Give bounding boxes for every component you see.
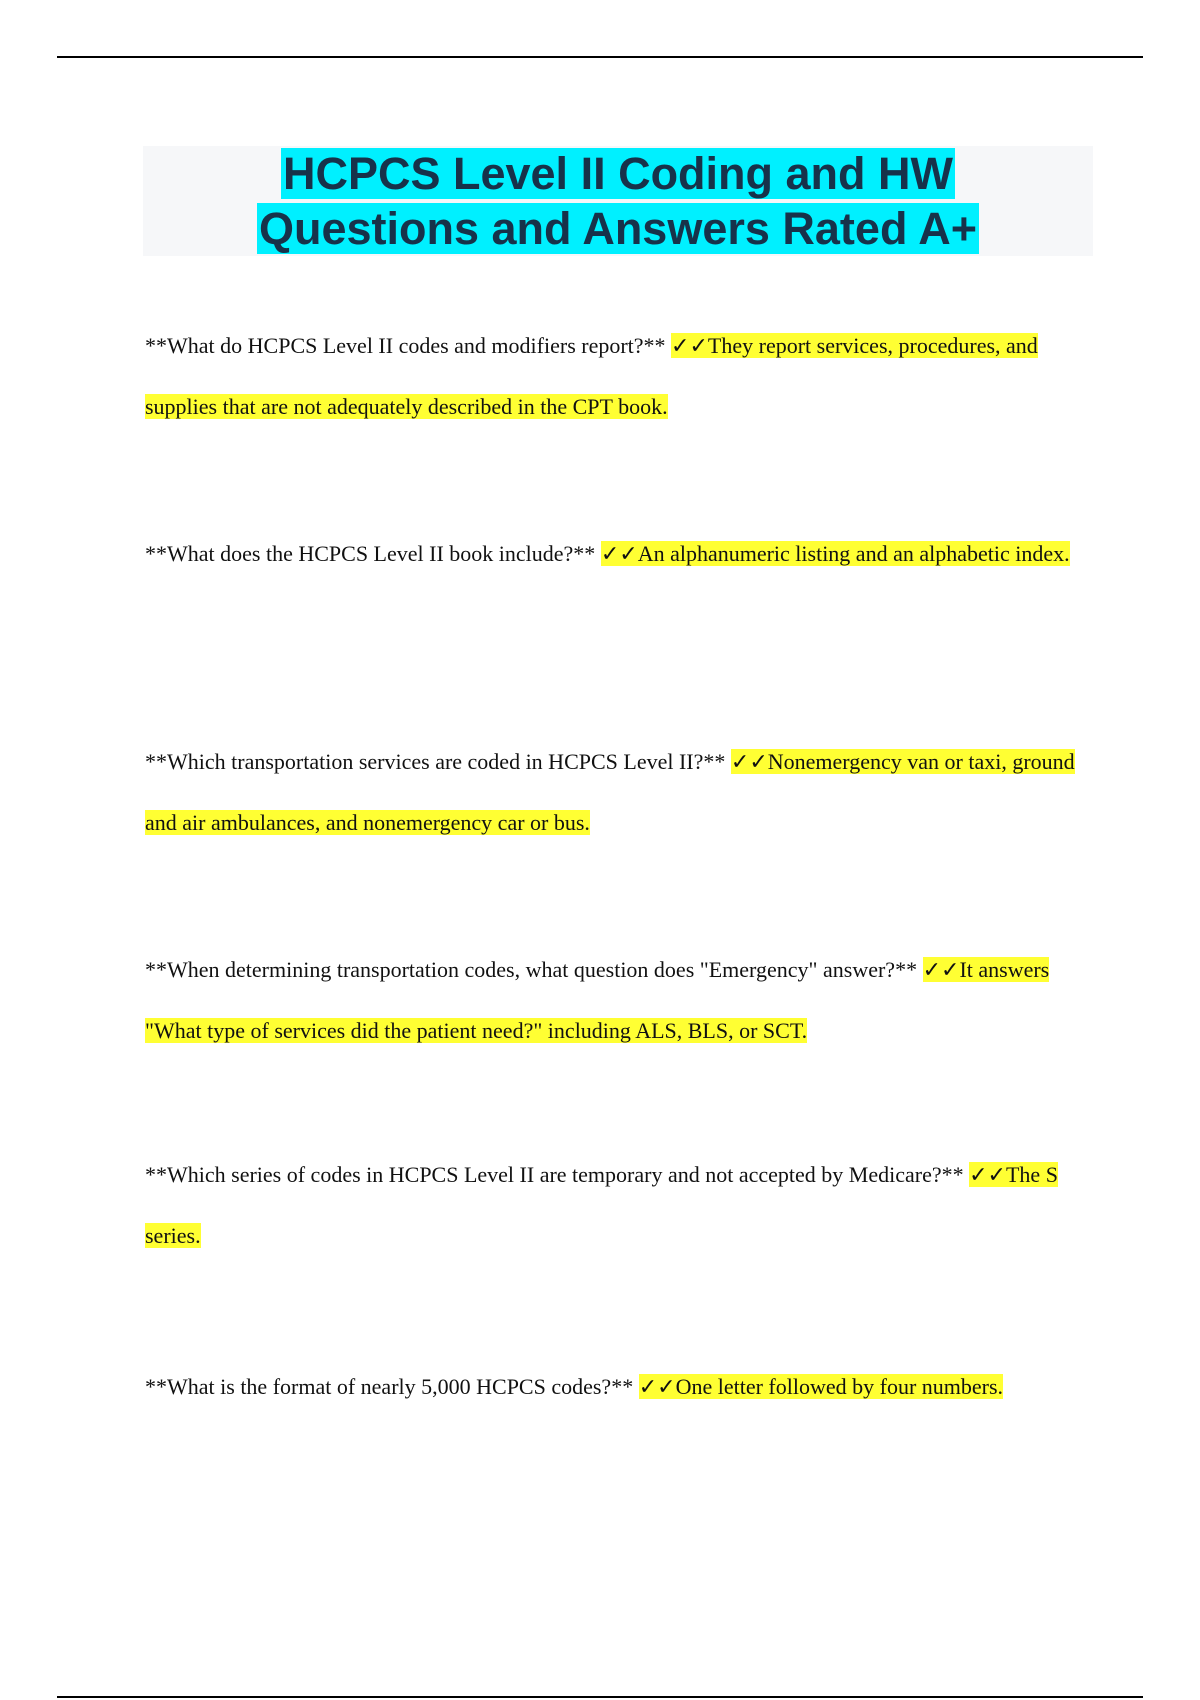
check-mark-icon: ✓✓ [922,958,960,983]
check-mark-icon: ✓✓ [600,542,638,567]
question-text: **When determining transportation codes, what question does "Emergency" answer?** [145,957,923,982]
qa-item-4 [145,940,1095,1061]
bottom-divider [57,1696,1143,1698]
check-mark-icon: ✓✓ [969,1163,1006,1188]
question-text: **Which transportation services are coded in HCPCS Level II?** [145,749,731,774]
answer-text: ✓✓The S series. [145,1162,1058,1248]
qa-item-2 [145,524,1095,585]
answer-text: ✓✓It answers "What type of services did the patient need?" including ALS, BLS, or SCT. [145,957,1050,1043]
answer-text: ✓✓An alphanumeric listing and an alphabetic index. [600,541,1070,567]
answer-text: ✓✓One letter followed by four numbers. [638,1374,1004,1400]
question-text: **What does the HCPCS Level II book include?** [145,541,601,566]
qa-item-3 [145,732,1095,853]
check-mark-icon: ✓✓ [730,750,768,775]
document-title [143,146,1093,256]
top-divider [57,56,1143,58]
check-mark-icon: ✓✓ [638,1375,676,1400]
answer-text: ✓✓They report services, procedures, and supplies that are not adequately described in the CPT book. [145,333,1038,419]
qa-item-6 [145,1357,1095,1418]
question-text: **What do HCPCS Level II codes and modifiers report?** [145,333,672,358]
title-line-2: Questions and Answers Rated A+ [258,203,978,254]
answer-text: ✓✓Nonemergency van or taxi, ground and air ambulances, and nonemergency car or bus. [145,749,1075,835]
qa-item-1 [145,316,1095,437]
title-line-1: HCPCS Level II Coding and HW [282,148,954,199]
check-mark-icon: ✓✓ [671,334,708,359]
question-text: **Which series of codes in HCPCS Level II are temporary and not accepted by Medicare?** [145,1162,970,1187]
question-text: **What is the format of nearly 5,000 HCPCS codes?** [145,1374,639,1399]
qa-item-5 [145,1145,1095,1266]
